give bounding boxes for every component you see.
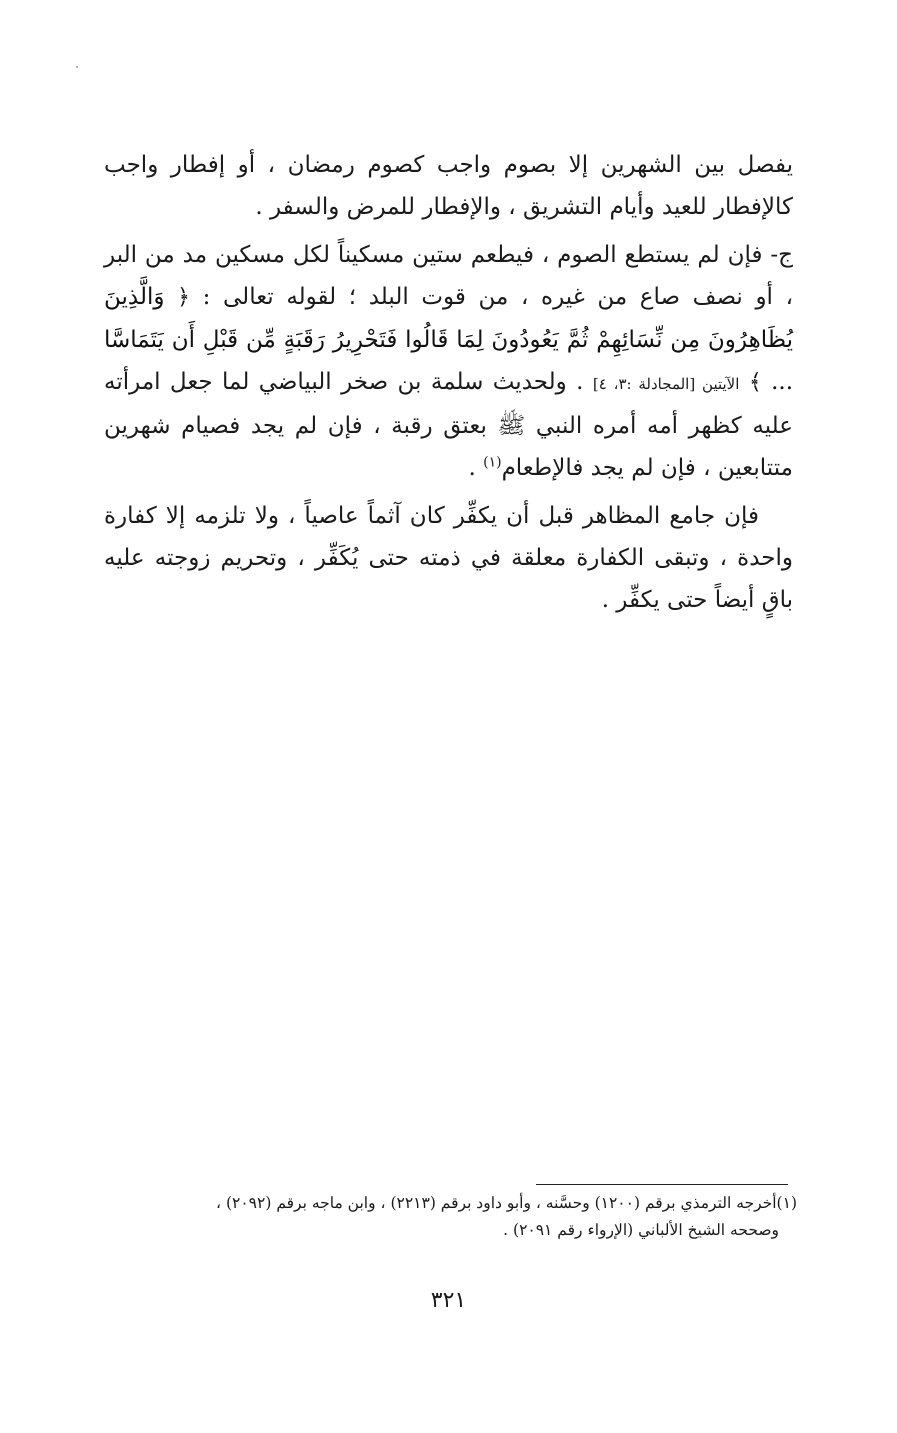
- paragraph-2-text: ج- فإن لم يستطع الصوم ، فيطعم ستين مسكيناً لكل مسكين مد من البر ، أو نصف صاع من غيره ، من قوت البلد ؛ لقوله تعالى :: [104, 242, 793, 310]
- footnote: [104, 1190, 797, 1244]
- footnote-line-1: (١)أخرجه الترمذي برقم (١٢٠٠) وحسَّنه ، وأبو داود برقم (٢٢١٣) ، وابن ماجه برقم (٢٠٩٢) ،: [216, 1194, 797, 1212]
- quran-close-bracket: ﴾: [748, 370, 762, 395]
- main-text: [104, 144, 793, 621]
- footnote-reference: (١): [483, 454, 502, 471]
- quran-open-bracket: ﴿: [177, 285, 191, 310]
- scan-mark: [76, 66, 78, 68]
- paragraph-1: يفصل بين الشهرين إلا بصوم واجب كصوم رمضان ، أو إفطار واجب كالإفطار للعيد وأيام التشريق ، والإفطار للمرض والسفر .: [104, 152, 793, 220]
- paragraph-2: [104, 234, 793, 489]
- quran-ellipsis: ...: [771, 369, 794, 395]
- page-number: ٣٢١: [430, 1288, 467, 1313]
- footnote-divider: [536, 1184, 788, 1185]
- paragraph-3: فإن جامع المظاهر قبل أن يكفِّر كان آثماً عاصياً ، ولا تلزمه إلا كفارة واحدة ، وتبقى الكفارة معلقة في ذمته حتى يُكَفِّر ، وتحريم زوجته عليه باقٍ أيضاً حتى يكفِّر .: [104, 503, 793, 613]
- hadith-text: . ولحديث سلمة بن صخر البياضي لما جعل امرأته عليه كظهر أمه أمره النبي ﷺ بعتق رقبة ، فإن لم يجد فصيام شهرين متتابعين ، فإن لم يجد فالإطعام: [104, 369, 793, 481]
- footnote-reference-end: .: [468, 455, 484, 481]
- verse-citation: الآيتين [المجادلة :٣، ٤]: [592, 375, 740, 393]
- quran-verse-text: وَالَّذِينَ يُظَاهِرُونَ مِن نِّسَائِهِمْ ثُمَّ يَعُودُونَ لِمَا قَالُوا فَتَحْرِيرُ رَقَبَةٍ مِّن قَبْلِ أَن يَتَمَاسَّا: [104, 284, 793, 353]
- footnote-line-2: وصححه الشيخ الألباني (الإرواء رقم ٢٠٩١) .: [503, 1221, 779, 1239]
